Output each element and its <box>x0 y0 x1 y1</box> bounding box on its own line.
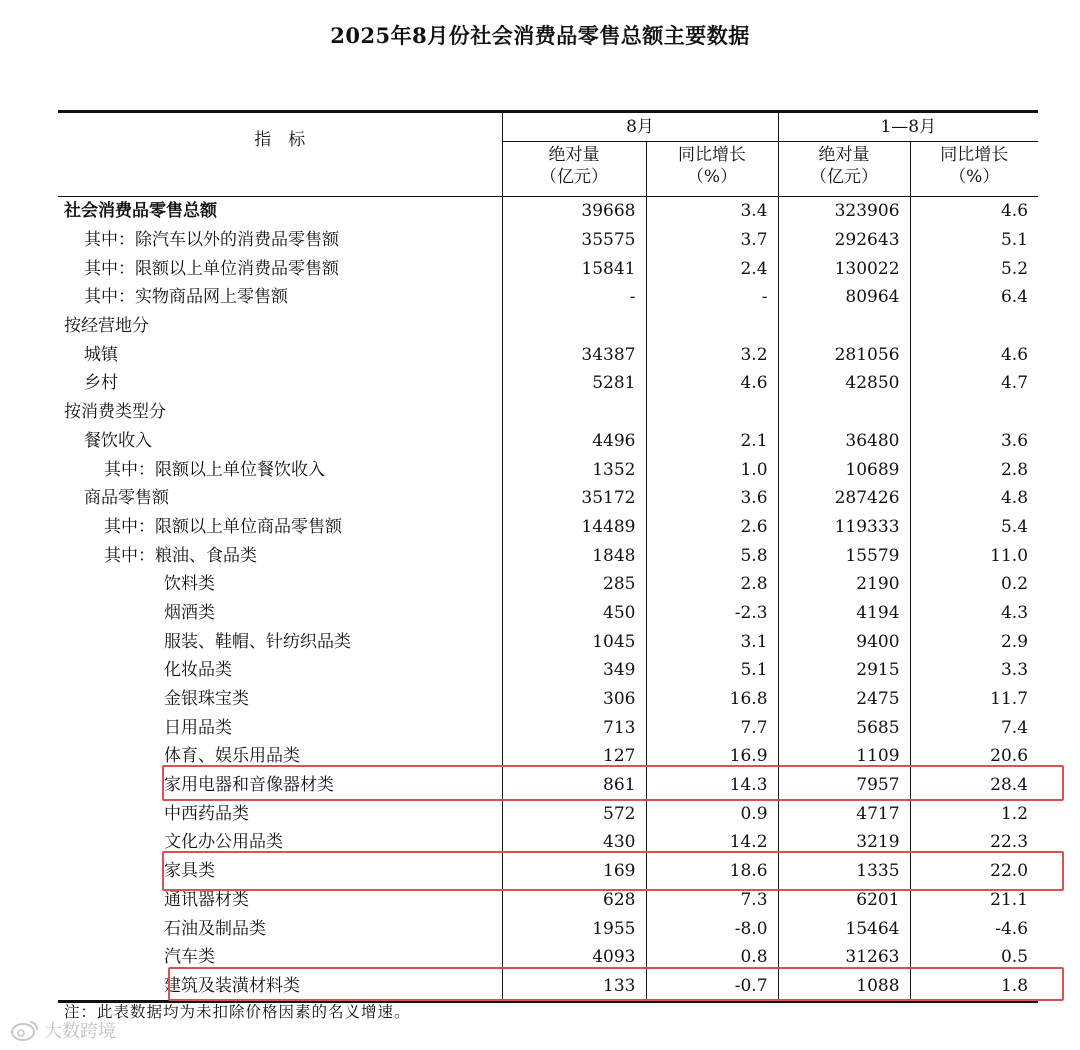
header-yoy-aug <box>646 142 778 197</box>
table-row <box>58 254 1038 283</box>
ytd-yoy-growth: 4.7 <box>910 369 1038 398</box>
header-abs-label: 绝对量 <box>818 145 870 165</box>
weibo-logo-icon <box>10 1018 40 1042</box>
row-label: 化妆品类 <box>164 660 232 681</box>
aug-yoy-growth: 16.8 <box>646 685 778 714</box>
aug-absolute-value: 713 <box>502 713 646 742</box>
table-body <box>58 197 1038 1002</box>
table-row <box>58 226 1038 255</box>
row-label: 家具类 <box>164 861 215 882</box>
aug-absolute-value: 349 <box>502 656 646 685</box>
ytd-yoy-growth <box>910 312 1038 341</box>
row-label: 按经营地分 <box>64 316 149 337</box>
table-row <box>58 398 1038 427</box>
aug-absolute-value: 430 <box>502 828 646 857</box>
aug-absolute-value: 572 <box>502 799 646 828</box>
ytd-yoy-growth: 3.6 <box>910 427 1038 456</box>
aug-absolute-value: - <box>502 283 646 312</box>
table-row <box>58 656 1038 685</box>
header-abs-unit: （亿元） <box>540 167 608 187</box>
ytd-yoy-growth: 2.8 <box>910 455 1038 484</box>
row-label: 通讯器材类 <box>164 889 249 910</box>
aug-yoy-growth: 5.1 <box>646 656 778 685</box>
ytd-yoy-growth: 22.3 <box>910 828 1038 857</box>
table-row <box>58 369 1038 398</box>
ytd-yoy-growth: 5.4 <box>910 513 1038 542</box>
aug-absolute-value: 35575 <box>502 226 646 255</box>
ytd-absolute-value: 1088 <box>778 972 910 1002</box>
aug-absolute-value: 628 <box>502 886 646 915</box>
row-label: 社会消费品零售总额 <box>64 201 217 222</box>
ytd-yoy-growth: -4.6 <box>910 914 1038 943</box>
aug-yoy-growth: 14.3 <box>646 771 778 800</box>
header-abs-unit: （亿元） <box>810 167 879 187</box>
aug-yoy-growth: 1.0 <box>646 455 778 484</box>
table-row <box>58 599 1038 628</box>
row-label: 中西药品类 <box>164 803 249 824</box>
aug-absolute-value: 5281 <box>502 369 646 398</box>
header-abs-aug <box>502 142 646 197</box>
ytd-absolute-value: 10689 <box>778 455 910 484</box>
aug-yoy-growth: 16.9 <box>646 742 778 771</box>
aug-absolute-value: 133 <box>502 972 646 1002</box>
aug-absolute-value: 1955 <box>502 914 646 943</box>
row-label: 其中：限额以上单位消费品零售额 <box>84 258 339 279</box>
table-row <box>58 972 1038 1002</box>
aug-yoy-growth: 2.6 <box>646 513 778 542</box>
ytd-absolute-value: 42850 <box>778 369 910 398</box>
aug-yoy-growth <box>646 398 778 427</box>
row-label: 汽车类 <box>164 947 215 968</box>
aug-absolute-value: 169 <box>502 857 646 886</box>
table-row <box>58 570 1038 599</box>
ytd-absolute-value: 31263 <box>778 943 910 972</box>
watermark-text: 大数跨境 <box>44 1021 116 1042</box>
header-yoy-ytd <box>910 142 1038 197</box>
table-row <box>58 799 1038 828</box>
ytd-absolute-value: 2190 <box>778 570 910 599</box>
row-label: 乡村 <box>84 373 118 394</box>
table-row <box>58 197 1038 226</box>
aug-absolute-value: 4093 <box>502 943 646 972</box>
table-row <box>58 484 1038 513</box>
aug-absolute-value: 1352 <box>502 455 646 484</box>
aug-absolute-value <box>502 312 646 341</box>
header-group-ytd: 1—8月 <box>778 112 1038 142</box>
aug-absolute-value: 35172 <box>502 484 646 513</box>
ytd-yoy-growth: 4.6 <box>910 340 1038 369</box>
ytd-absolute-value <box>778 398 910 427</box>
ytd-absolute-value: 292643 <box>778 226 910 255</box>
ytd-absolute-value: 281056 <box>778 340 910 369</box>
page-title: 2025年8月份社会消费品零售总额主要数据 <box>330 23 750 48</box>
row-label: 餐饮收入 <box>84 430 152 451</box>
aug-yoy-growth: 2.8 <box>646 570 778 599</box>
data-table <box>58 110 1038 1003</box>
table-row <box>58 771 1038 800</box>
ytd-yoy-growth: 5.2 <box>910 254 1038 283</box>
aug-yoy-growth: 0.9 <box>646 799 778 828</box>
ytd-absolute-value: 130022 <box>778 254 910 283</box>
aug-yoy-growth: - <box>646 283 778 312</box>
ytd-yoy-growth: 1.2 <box>910 799 1038 828</box>
aug-yoy-growth: 14.2 <box>646 828 778 857</box>
ytd-yoy-growth: 28.4 <box>910 771 1038 800</box>
aug-yoy-growth <box>646 312 778 341</box>
row-label: 其中：实物商品网上零售额 <box>84 287 288 308</box>
aug-absolute-value: 15841 <box>502 254 646 283</box>
aug-absolute-value: 450 <box>502 599 646 628</box>
aug-absolute-value: 306 <box>502 685 646 714</box>
ytd-yoy-growth: 0.2 <box>910 570 1038 599</box>
ytd-absolute-value: 9400 <box>778 627 910 656</box>
ytd-absolute-value: 5685 <box>778 713 910 742</box>
ytd-absolute-value <box>778 312 910 341</box>
ytd-yoy-growth: 2.9 <box>910 627 1038 656</box>
aug-yoy-growth: 7.7 <box>646 713 778 742</box>
aug-absolute-value: 39668 <box>502 197 646 226</box>
aug-yoy-growth: 5.8 <box>646 541 778 570</box>
ytd-absolute-value: 15464 <box>778 914 910 943</box>
aug-yoy-growth: 3.1 <box>646 627 778 656</box>
aug-yoy-growth: 3.2 <box>646 340 778 369</box>
table-row <box>58 828 1038 857</box>
table-row <box>58 340 1038 369</box>
header-yoy-label: 同比增长 <box>678 145 746 165</box>
row-label: 商品零售额 <box>84 488 169 509</box>
row-label: 石油及制品类 <box>164 918 266 939</box>
table-row <box>58 914 1038 943</box>
ytd-absolute-value: 287426 <box>778 484 910 513</box>
ytd-absolute-value: 6201 <box>778 886 910 915</box>
table-row <box>58 943 1038 972</box>
aug-yoy-growth: 3.4 <box>646 197 778 226</box>
ytd-absolute-value: 1109 <box>778 742 910 771</box>
row-label: 其中：限额以上单位餐饮收入 <box>104 459 325 480</box>
aug-absolute-value: 4496 <box>502 427 646 456</box>
header-indicator: 指 标 <box>58 112 502 197</box>
ytd-absolute-value: 36480 <box>778 427 910 456</box>
aug-yoy-growth: 18.6 <box>646 857 778 886</box>
table-row <box>58 427 1038 456</box>
ytd-absolute-value: 15579 <box>778 541 910 570</box>
row-label: 体育、娱乐用品类 <box>164 746 300 767</box>
row-label: 文化办公用品类 <box>164 832 283 853</box>
ytd-absolute-value: 1335 <box>778 857 910 886</box>
table-row <box>58 283 1038 312</box>
ytd-yoy-growth: 3.3 <box>910 656 1038 685</box>
ytd-yoy-growth: 21.1 <box>910 886 1038 915</box>
aug-absolute-value: 34387 <box>502 340 646 369</box>
row-label: 其中：粮油、食品类 <box>104 545 257 566</box>
ytd-yoy-growth: 1.8 <box>910 972 1038 1002</box>
ytd-absolute-value: 2475 <box>778 685 910 714</box>
aug-yoy-growth: 2.4 <box>646 254 778 283</box>
ytd-absolute-value: 119333 <box>778 513 910 542</box>
aug-absolute-value: 861 <box>502 771 646 800</box>
aug-yoy-growth: -8.0 <box>646 914 778 943</box>
ytd-yoy-growth: 4.3 <box>910 599 1038 628</box>
row-label: 金银珠宝类 <box>164 689 249 710</box>
footnote: 注：此表数据均为未扣除价格因素的名义增速。 <box>64 1003 411 1021</box>
aug-absolute-value: 1848 <box>502 541 646 570</box>
aug-yoy-growth: 0.8 <box>646 943 778 972</box>
aug-yoy-growth: 2.1 <box>646 427 778 456</box>
ytd-absolute-value: 323906 <box>778 197 910 226</box>
table-row <box>58 541 1038 570</box>
ytd-absolute-value: 4194 <box>778 599 910 628</box>
header-yoy-label: 同比增长 <box>940 145 1009 165</box>
aug-absolute-value: 285 <box>502 570 646 599</box>
row-label: 日用品类 <box>164 717 232 738</box>
table-row <box>58 685 1038 714</box>
row-label: 其中：除汽车以外的消费品零售额 <box>84 230 339 251</box>
ytd-absolute-value: 3219 <box>778 828 910 857</box>
aug-absolute-value: 127 <box>502 742 646 771</box>
aug-absolute-value: 14489 <box>502 513 646 542</box>
watermark <box>10 1016 150 1044</box>
row-label: 按消费类型分 <box>64 402 166 423</box>
ytd-yoy-growth: 11.0 <box>910 541 1038 570</box>
table-row <box>58 886 1038 915</box>
table-row <box>58 627 1038 656</box>
row-label: 建筑及装潢材料类 <box>58 972 502 1002</box>
table-row <box>58 513 1038 542</box>
ytd-yoy-growth: 0.5 <box>910 943 1038 972</box>
ytd-yoy-growth: 11.7 <box>910 685 1038 714</box>
row-label: 家用电器和音像器材类 <box>164 775 334 796</box>
ytd-absolute-value: 80964 <box>778 283 910 312</box>
table-row <box>58 312 1038 341</box>
aug-absolute-value <box>502 398 646 427</box>
row-label: 饮料类 <box>164 574 215 595</box>
header-abs-label: 绝对量 <box>548 145 600 165</box>
ytd-yoy-growth: 6.4 <box>910 283 1038 312</box>
header-yoy-unit: （%） <box>949 167 1000 187</box>
table-row <box>58 857 1038 886</box>
header-abs-ytd <box>778 142 910 197</box>
ytd-absolute-value: 7957 <box>778 771 910 800</box>
aug-yoy-growth: 3.6 <box>646 484 778 513</box>
aug-yoy-growth: 4.6 <box>646 369 778 398</box>
ytd-yoy-growth: 4.6 <box>910 197 1038 226</box>
table-row <box>58 742 1038 771</box>
ytd-yoy-growth: 4.8 <box>910 484 1038 513</box>
table-row <box>58 455 1038 484</box>
ytd-yoy-growth: 20.6 <box>910 742 1038 771</box>
table-row <box>58 713 1038 742</box>
row-label: 服装、鞋帽、针纺织品类 <box>164 631 351 652</box>
ytd-yoy-growth: 5.1 <box>910 226 1038 255</box>
aug-absolute-value: 1045 <box>502 627 646 656</box>
ytd-yoy-growth: 22.0 <box>910 857 1038 886</box>
ytd-absolute-value: 4717 <box>778 799 910 828</box>
row-label: 烟酒类 <box>164 602 215 623</box>
aug-yoy-growth: -2.3 <box>646 599 778 628</box>
row-label: 城镇 <box>84 344 118 365</box>
ytd-absolute-value: 2915 <box>778 656 910 685</box>
aug-yoy-growth: 3.7 <box>646 226 778 255</box>
aug-yoy-growth: -0.7 <box>646 972 778 1002</box>
ytd-yoy-growth: 7.4 <box>910 713 1038 742</box>
aug-yoy-growth: 7.3 <box>646 886 778 915</box>
header-yoy-unit: （%） <box>686 167 738 187</box>
ytd-yoy-growth <box>910 398 1038 427</box>
header-group-aug: 8月 <box>502 112 778 142</box>
row-label: 其中：限额以上单位商品零售额 <box>104 516 342 537</box>
